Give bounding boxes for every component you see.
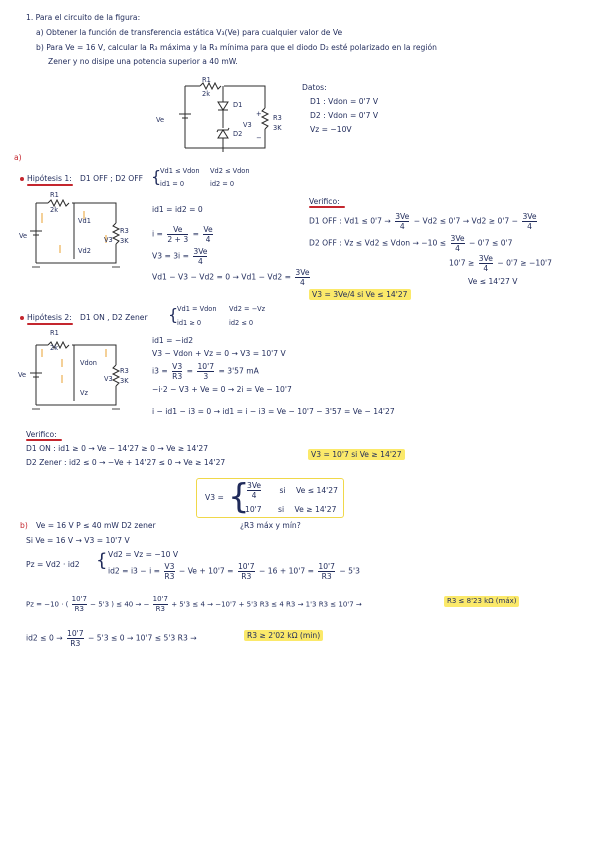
power-inequality: Pz = −10 · ( $\frac{10'7}{R3}$ − 5'3 ) ≤ 40 → − $\frac{10'7}{R3}$ + 5'3 ≤ 4 → −10'7 + 5'3 R3 ≤ 4 R3 → 1'3 R3 ≤ 10'7 → (26, 595, 362, 613)
r3-value-h2: 3K (120, 377, 129, 385)
datos-d1: D1 : Vdon = 0'7 V (310, 97, 379, 106)
verify1-line3: 10'7 ≥ $\frac{3Ve}{4}$ − 0'7 ≥ −10'7 (449, 254, 552, 273)
v3-label-h2: V3 (104, 375, 113, 383)
final-lhs: V3 = (205, 493, 224, 502)
result-case2: V3 = 10'7 si Ve ≥ 14'27 (308, 449, 405, 460)
verify1-line4: Ve ≤ 14'27 V (468, 277, 518, 286)
verify1-title: Verifico: (309, 197, 340, 206)
brace: { (168, 305, 179, 324)
datos-title: Datos: (302, 83, 327, 92)
hyp2-cond4: id2 ≤ 0 (229, 319, 254, 327)
result-case1: V3 = 3Ve/4 si Ve ≤ 14'27 (309, 289, 411, 300)
hyp2-eq4: −i·2 − V3 + Ve = 0 → 2i = Ve − 10'7 (152, 385, 292, 394)
hyp1-cond1: Vd1 ≤ Vdon (160, 167, 200, 175)
question-a: a) Obtener la función de transferencia estática V₃(Ve) para cualquier valor de Ve (36, 28, 343, 37)
r3-label-h1: R3 (120, 227, 129, 235)
r1-value-h1: 2k (50, 206, 59, 214)
hyp1-underline (27, 184, 73, 186)
part-b-question: ¿R3 máx y mín? (240, 521, 301, 530)
part-b-label: b) (20, 521, 28, 530)
hyp1-eq1: id1 = id2 = 0 (152, 205, 203, 214)
question-b-line2: Zener y no disipe una potencia superior a 40 mW. (48, 57, 238, 66)
hyp2-title: Hipótesis 2: (27, 313, 72, 322)
verify1-line2: D2 OFF : Vz ≤ Vd2 ≤ Vdon → −10 ≤ $\frac{3Ve}{4}$ − 0'7 ≤ 0'7 (309, 234, 513, 253)
bullet-dot (20, 316, 24, 320)
d2-label: D2 (233, 130, 243, 138)
final-row2: 10'7 si Ve ≥ 14'27 (245, 505, 337, 514)
vd2-label-h1: Vd2 (78, 247, 91, 255)
hyp2-eq5: i − id1 − i3 = 0 → id1 = i − i3 = Ve − 10'7 − 3'57 = Ve − 14'27 (152, 407, 395, 416)
bullet-dot (20, 177, 24, 181)
hyp1-eq3: V3 = 3i = $\frac{3Ve}{4}$ (152, 247, 208, 266)
v3-label: V3 (243, 121, 252, 129)
v3-plus: + (256, 110, 262, 118)
hyp2-cond3: id1 ≥ 0 (177, 319, 202, 327)
verify2-title: Verifico: (26, 430, 57, 439)
hyp1-title: Hipótesis 1: (27, 174, 72, 183)
circuit-hyp1 (22, 193, 132, 273)
r3-label-h2: R3 (120, 367, 129, 375)
vz-label-h2: Vz (80, 389, 88, 397)
verify2-line2: D2 Zener : id2 ≤ 0 → −Ve + 14'27 ≤ 0 → Ve ≥ 14'27 (26, 458, 226, 467)
hyp1-eq4: Vd1 − V3 − Vd2 = 0 → Vd1 − Vd2 = $\frac{3Ve}{4}$ (152, 268, 310, 287)
r1-value: 2k (202, 90, 211, 98)
brace: { (151, 167, 162, 186)
datos-d2: D2 : Vdon = 0'7 V (310, 111, 379, 120)
result-r3-max: R3 ≤ 8'23 kΩ (máx) (444, 596, 519, 607)
r1-label-h2: R1 (50, 329, 59, 337)
hyp1-cond2: Vd2 ≤ Vdon (210, 167, 250, 175)
d1-label: D1 (233, 101, 243, 109)
vdon-label-h2: Vdon (80, 359, 97, 367)
brace: { (228, 477, 250, 517)
hyp1-cond4: id2 = 0 (210, 180, 235, 188)
hyp2-cond2: Vd2 = −Vz (229, 305, 266, 313)
r3-label: R3 (273, 114, 282, 122)
current-inequality: id2 ≤ 0 → $\frac{10'7}{R3}$ − 5'3 ≤ 0 → 10'7 ≤ 5'3 R3 → (26, 629, 197, 648)
ve-label: Ve (156, 116, 165, 124)
verify2-line1: D1 ON : id1 ≥ 0 → Ve − 14'27 ≥ 0 → Ve ≥ 14'27 (26, 444, 209, 453)
problem-title: 1. Para el circuito de la figura: (26, 13, 141, 22)
circuit-diagram (170, 78, 290, 158)
hyp2-eq3: i3 = $\frac{V3}{R3}$ = $\frac{10'7}{3}$ = 3'57 mA (152, 362, 259, 381)
result-r3-min: R3 ≥ 2'02 kΩ (min) (244, 630, 323, 641)
verify1-underline (309, 206, 345, 208)
part-b-given: Ve = 16 V P ≤ 40 mW D2 zener (36, 521, 156, 530)
r3-value: 3K (273, 124, 282, 132)
brace: { (96, 550, 108, 571)
part-b-pz: Pz = Vd2 · id2 (26, 560, 80, 569)
ve-label-h1: Ve (19, 232, 28, 240)
v3-minus: − (256, 134, 262, 142)
r1-value-h2: 2k (50, 344, 59, 352)
hyp2-eq1: id1 = −id2 (152, 336, 194, 345)
r1-label: R1 (202, 76, 211, 84)
part-b-vd2: Vd2 = Vz = −10 V (108, 550, 179, 559)
verify1-line1: D1 OFF : Vd1 ≤ 0'7 → $\frac{3Ve}{4}$ − Vd2 ≤ 0'7 → Vd2 ≥ 0'7 − $\frac{3Ve}{4}$ (309, 212, 537, 231)
part-b-id2: id2 = i3 − i = $\frac{V3}{R3}$ − Ve + 10'7 = $\frac{10'7}{R3}$ − 16 + 10'7 = $\frac{10'7}{R3}$ − 5'3 (108, 562, 360, 581)
vd1-label-h1: Vd1 (78, 217, 91, 225)
question-b-line1: b) Para Ve = 16 V, calcular la R₃ máxima y la R₃ mínima para que el diodo D₂ esté polarizado en la región (36, 43, 437, 52)
hyp2-state: D1 ON , D2 Zener (80, 313, 148, 322)
hyp2-cond1: Vd1 = Vdon (177, 305, 217, 313)
final-row1: $\frac{3Ve}{4}$ si Ve ≤ 14'27 (247, 481, 338, 500)
datos-vz: Vz = −10V (310, 125, 352, 134)
hyp1-cond3: id1 = 0 (160, 180, 185, 188)
part-b-si: Si Ve = 16 V → V3 = 10'7 V (26, 536, 130, 545)
circuit-hyp2 (22, 335, 132, 415)
ve-label-h2: Ve (18, 371, 27, 379)
v3-label-h1: V3 (104, 236, 113, 244)
r3-value-h1: 3K (120, 237, 129, 245)
hyp1-eq2: i = $\frac{Ve}{2 + 3}$ = $\frac{Ve}{4}$ (152, 225, 213, 244)
hyp2-underline (27, 323, 73, 325)
hyp2-eq2: V3 − Vdon + Vz = 0 → V3 = 10'7 V (152, 349, 286, 358)
verify2-underline (26, 439, 62, 441)
part-a-label: a) (14, 153, 22, 162)
r1-label-h1: R1 (50, 191, 59, 199)
hyp1-state: D1 OFF ; D2 OFF (80, 174, 143, 183)
